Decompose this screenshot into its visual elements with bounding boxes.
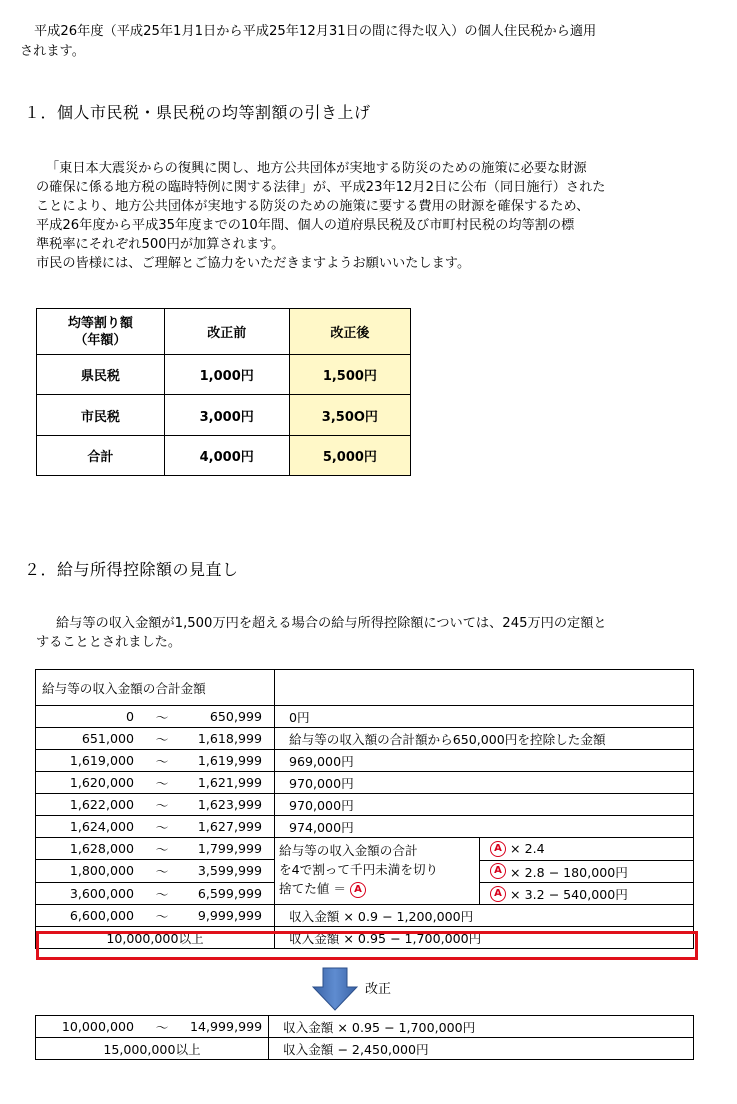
deduction-value: 969,000円 — [275, 750, 694, 772]
section-1-para-1: 「東日本大震災からの復興に関し、地方公共団体が実地する防災のための施策に必要な財源 — [46, 161, 587, 176]
circle-a-icon: A — [490, 863, 506, 879]
rates-header-after: 改正後 — [289, 309, 410, 355]
rates-row-after: 1,500円 — [289, 355, 410, 395]
section-2-heading: ２．給与所得控除額の見直し — [24, 560, 239, 579]
highlight-box — [36, 931, 698, 960]
rates-row-before: 1,000円 — [164, 355, 289, 395]
circle-a-icon: A — [490, 841, 506, 857]
revised-salary-table — [35, 1015, 694, 1060]
section-2-para-1: 給与等の収入金額が1,500万円を超える場合の給与所得控除額については、245万円の定額と — [56, 616, 607, 631]
section-1-para-6: 市民の皆様には、ご理解とご協力をいただきますようお願いいたします。 — [36, 256, 471, 271]
rates-row-before: 4,000円 — [164, 436, 289, 476]
table-row: 10,000,000 ～ 14,999,999 収入金額 × 0.95 − 1,700,000円 — [36, 1016, 694, 1038]
table-row: 0 ～ 650,999 0円 — [36, 706, 694, 728]
table-row: 1,624,000 ～ 1,627,999 974,000円 — [36, 816, 694, 838]
section-1-para-3: ことにより、地方公共団体が実地する防災のための施策に要する費用の財源を確保するため、 — [36, 199, 590, 214]
circle-a-icon: A — [350, 882, 366, 898]
table-row — [36, 1038, 694, 1060]
rates-row-label: 市民税 — [37, 395, 165, 436]
table-row: 1,619,000 ～ 1,619,999 969,000円 — [36, 750, 694, 772]
deduction-value: 収入金額 × 0.95 − 1,700,000円 — [269, 1016, 694, 1038]
section-1-para-2: の確保に係る地方税の臨時特例に関する法律」が、平成23年12月2日に公布（同日施行）された — [36, 180, 606, 195]
rates-row-after: 3,50O円 — [289, 395, 410, 436]
salary-table-header-empty — [275, 670, 694, 706]
circle-a-icon: A — [490, 886, 506, 902]
deduction-value: 0円 — [275, 706, 694, 728]
formula-row: A × 2.4 — [480, 838, 693, 861]
intro-line-1: 平成26年度（平成25年1月1日から平成25年12月31日の間に得た収入）の個人住民税から適用 — [34, 24, 597, 39]
deduction-value: 970,000円 — [275, 772, 694, 794]
deduction-value: 収入金額 × 0.9 − 1,200,000円 — [275, 905, 694, 927]
deduction-value: 974,000円 — [275, 816, 694, 838]
rates-header-label: 均等割り額 （年額） — [37, 309, 165, 355]
section-1-heading: １．個人市民税・県民税の均等割額の引き上げ — [24, 103, 371, 122]
salary-deduction-table — [35, 669, 694, 949]
equal-rate-table — [36, 308, 411, 476]
table-row: 3,600,000 ～ 6,599,999 — [36, 882, 694, 904]
deduction-value: 収入金額 − 2,450,000円 — [269, 1038, 694, 1060]
table-row: 1,628,000 ～ 1,799,999 給与等の収入金額の合計 を4で割って千円未満を切り 捨てた値 ＝ A A × 2.4 A × 2.8 − 180,000円 A × 3.2 − 540,000円 — [36, 838, 694, 860]
rates-row-label: 合計 — [37, 436, 165, 476]
deduction-value: 収入金額 × 0.95 − 1,700,000円 — [275, 927, 694, 949]
section-1-para-5: 準税率にそれぞれ500円が加算されます。 — [36, 237, 285, 252]
rates-header-before: 改正前 — [164, 309, 289, 355]
rates-row-after: 5,000円 — [289, 436, 410, 476]
intro-line-2: されます。 — [20, 44, 85, 59]
formula-row: A × 2.8 − 180,000円 — [480, 861, 693, 884]
formula-group-label: 給与等の収入金額の合計 を4で割って千円未満を切り 捨てた値 ＝ A — [275, 838, 480, 904]
formula-row: A × 3.2 − 540,000円 — [480, 883, 693, 904]
section-1-para-4: 平成26年度から平成35年度までの10年間、個人の道府県民税及び市町村民税の均等割の標 — [36, 218, 575, 233]
section-2-para-2: することとされました。 — [36, 635, 182, 650]
rates-row-label: 県民税 — [37, 355, 165, 395]
table-row: 651,000 ～ 1,618,999 給与等の収入額の合計額から650,000円を控除した金額 — [36, 728, 694, 750]
rates-row-before: 3,000円 — [164, 395, 289, 436]
down-arrow-icon — [312, 967, 358, 1011]
deduction-value: 970,000円 — [275, 794, 694, 816]
salary-table-header: 給与等の収入金額の合計金額 — [36, 670, 275, 706]
table-row: 1,622,000 ～ 1,623,999 970,000円 — [36, 794, 694, 816]
range-label: 10,000,000以上 — [36, 927, 275, 949]
table-row: 1,800,000 ～ 3,599,999 — [36, 860, 694, 882]
table-row: 6,600,000 ～ 9,999,999 収入金額 × 0.9 − 1,200,000円 — [36, 905, 694, 927]
deduction-value: 給与等の収入額の合計額から650,000円を控除した金額 — [275, 728, 694, 750]
range-label: 15,000,000以上 — [36, 1038, 269, 1060]
revision-label: 改正 — [365, 982, 392, 997]
table-row: 1,620,000 ～ 1,621,999 970,000円 — [36, 772, 694, 794]
formula-group-cell — [275, 838, 694, 905]
